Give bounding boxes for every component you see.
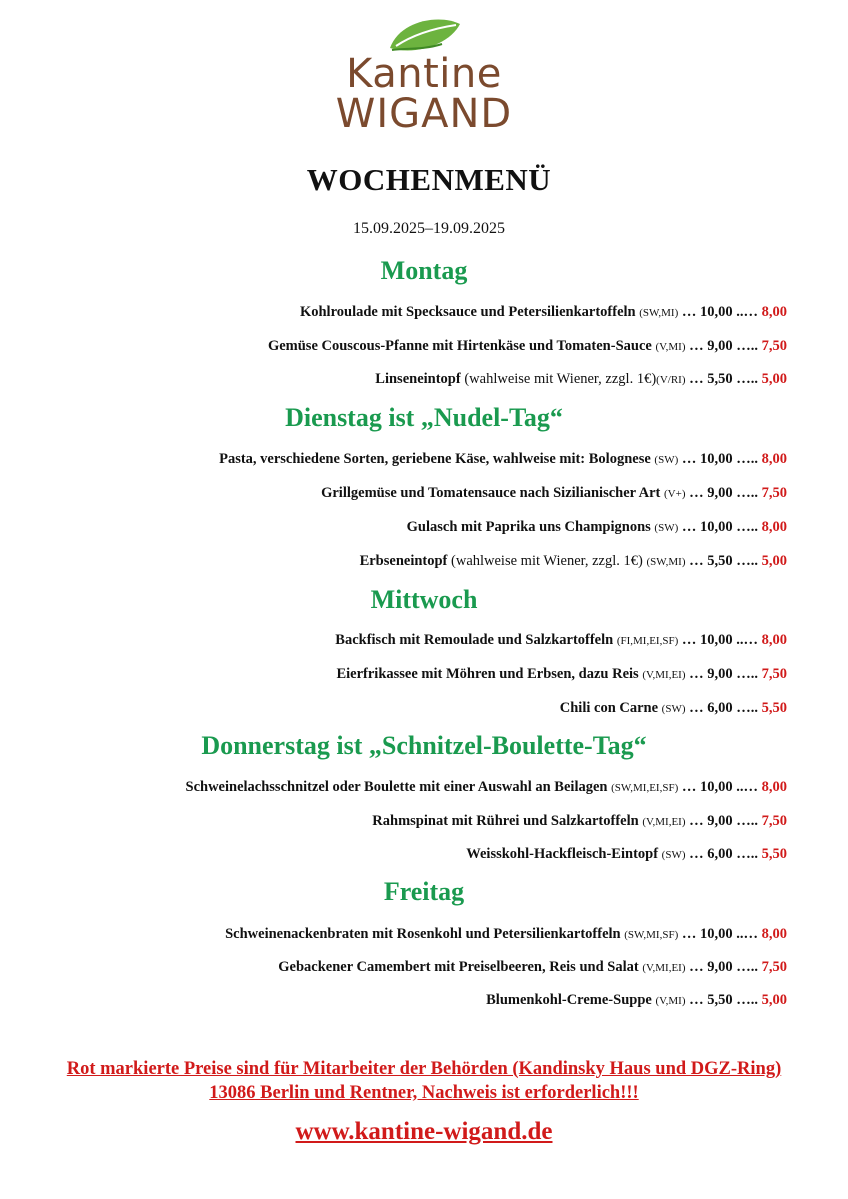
menu-item xyxy=(560,700,787,717)
dish-name: Gebackener Camembert mit Preiselbeeren, Reis und Salat xyxy=(278,959,639,975)
day-heading-wednesday: Mittwoch xyxy=(370,585,478,614)
reduced-price: 8,00 xyxy=(761,926,787,942)
website-link[interactable]: www.kantine-wigand.de xyxy=(295,1118,553,1145)
allergen-codes: (FI,MI,EI,SF) xyxy=(616,635,679,647)
brand-name-line2: WIGAND xyxy=(335,91,513,137)
dish-name: Backfisch mit Remoulade und Salzkartoffeln xyxy=(335,632,614,648)
dish-name: Gemüse Couscous-Pfanne mit Hirtenkäse und Tomaten-Sauce xyxy=(267,338,652,354)
dish-note: (wahlweise mit Wiener, zzgl. 1€) xyxy=(451,553,643,569)
normal-price: … 9,00 ….. xyxy=(689,338,762,354)
reduced-price: 8,00 xyxy=(761,451,787,467)
dish-name: Pasta, verschiedene Sorten, geriebene Käse, wahlweise mit: Bolognese xyxy=(219,451,651,467)
allergen-codes: (SW,MI) xyxy=(639,307,679,319)
dish-name: Linseneintopf xyxy=(375,371,461,387)
normal-price: … 9,00 ….. xyxy=(689,959,762,975)
menu-item xyxy=(486,992,787,1009)
normal-price: … 10,00 ..… xyxy=(681,926,762,942)
menu-item xyxy=(375,371,787,388)
normal-price: … 5,50 ….. xyxy=(689,553,762,569)
normal-price: … 6,00 ….. xyxy=(689,700,762,716)
normal-price: … 5,50 ….. xyxy=(689,992,762,1008)
allergen-codes: (SW) xyxy=(661,849,686,861)
menu-item xyxy=(268,338,787,355)
allergen-codes: (V,MI) xyxy=(655,995,686,1007)
reduced-price: 7,50 xyxy=(761,485,787,501)
page-title: WOCHENMENÜ xyxy=(306,162,552,197)
normal-price: … 9,00 ….. xyxy=(689,666,762,682)
brand-name-line1: Kantine xyxy=(346,51,502,97)
allergen-codes: (V+) xyxy=(664,488,686,500)
allergen-codes: (V,MI,EI) xyxy=(642,962,686,974)
reduced-price: 8,00 xyxy=(761,304,787,320)
allergen-codes: (V,MI) xyxy=(655,341,686,353)
reduced-price: 7,50 xyxy=(761,959,787,975)
allergen-codes: (SW,MI,EI,SF) xyxy=(611,782,679,794)
menu-item xyxy=(360,553,787,570)
allergen-codes: (V,MI,EI) xyxy=(642,816,686,828)
reduced-price: 5,00 xyxy=(761,371,787,387)
reduced-price: 8,00 xyxy=(761,779,787,795)
dish-name: Erbseneintopf xyxy=(359,553,448,569)
day-heading-monday: Montag xyxy=(380,256,468,285)
dish-name: Schweinenackenbraten mit Rosenkohl und Petersilienkartoffeln xyxy=(225,926,621,942)
menu-item xyxy=(407,519,787,536)
date-range: 15.09.2025–19.09.2025 xyxy=(353,220,505,237)
dish-name: Blumenkohl-Creme-Suppe xyxy=(486,992,652,1008)
menu-item xyxy=(335,632,787,649)
menu-item xyxy=(219,451,787,468)
normal-price: … 10,00 ..… xyxy=(681,779,762,795)
normal-price: … 9,00 ….. xyxy=(689,813,762,829)
normal-price: … 5,50 ….. xyxy=(689,371,762,387)
allergen-codes: (V,MI,EI) xyxy=(642,669,686,681)
logo xyxy=(0,14,848,137)
reduced-price: 5,50 xyxy=(761,700,787,716)
day-heading-friday: Freitag xyxy=(383,877,465,906)
dish-name: Gulasch mit Paprika uns Champignons xyxy=(406,519,651,535)
footer-note-line1: Rot markierte Preise sind für Mitarbeiter der Behörden (Kandinsky Haus und DGZ-Ring) xyxy=(66,1059,782,1079)
normal-price: … 10,00 ….. xyxy=(681,519,762,535)
menu-item xyxy=(186,779,788,796)
menu-item xyxy=(372,813,787,830)
menu-item xyxy=(336,666,787,683)
reduced-price: 7,50 xyxy=(761,666,787,682)
normal-price: … 10,00 ..… xyxy=(681,304,758,320)
allergen-codes: (SW,MI,SF) xyxy=(624,929,679,941)
normal-price: … 9,00 ….. xyxy=(689,485,762,501)
dish-name: Weisskohl-Hackfleisch-Eintopf xyxy=(466,846,659,862)
dish-name: Grillgemüse und Tomatensauce nach Sizilianischer Art xyxy=(321,485,661,501)
dish-name: Chili con Carne xyxy=(559,700,659,716)
reduced-price: 5,00 xyxy=(761,992,787,1008)
reduced-price: 8,00 xyxy=(761,632,787,648)
normal-price: … 6,00 ….. xyxy=(689,846,762,862)
allergen-codes: (V/RI) xyxy=(656,374,686,386)
allergen-codes: (SW) xyxy=(661,703,686,715)
dish-name: Rahmspinat mit Rührei und Salzkartoffeln xyxy=(372,813,639,829)
day-heading-thursday: Donnerstag ist „Schnitzel-Boulette-Tag“ xyxy=(201,731,647,760)
reduced-price: 5,50 xyxy=(761,846,787,862)
menu-item xyxy=(321,485,787,502)
allergen-codes: (SW) xyxy=(654,454,679,466)
allergen-codes: (SW,MI) xyxy=(646,556,686,568)
dish-note: (wahlweise mit Wiener, zzgl. 1€) xyxy=(464,371,657,387)
menu-item xyxy=(466,846,787,863)
menu-item xyxy=(225,926,787,943)
reduced-price: 8,00 xyxy=(761,519,787,535)
dish-name: Kohlroulade mit Specksauce und Petersilienkartoffeln xyxy=(299,304,636,320)
day-heading-tuesday: Dienstag ist „Nudel-Tag“ xyxy=(285,403,563,432)
dish-name: Schweinelachsschnitzel oder Boulette mit einer Auswahl an Beilagen xyxy=(185,779,608,795)
reduced-price: 5,00 xyxy=(761,553,787,569)
menu-item xyxy=(300,304,787,321)
normal-price: … 10,00 ….. xyxy=(681,451,762,467)
footer-note-line2: 13086 Berlin und Rentner, Nachweis ist erforderlich!!! xyxy=(209,1083,639,1103)
menu-item xyxy=(278,959,787,976)
allergen-codes: (SW) xyxy=(654,522,679,534)
dish-name: Eierfrikassee mit Möhren und Erbsen, dazu Reis xyxy=(336,666,639,682)
reduced-price: 7,50 xyxy=(761,338,787,354)
normal-price: … 10,00 ..… xyxy=(681,632,762,648)
reduced-price: 7,50 xyxy=(761,813,787,829)
